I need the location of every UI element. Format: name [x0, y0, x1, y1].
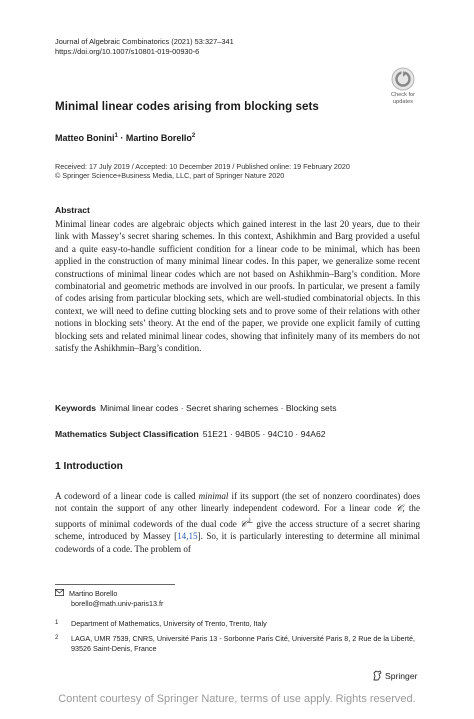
affiliation-2-text: LAGA, UMR 7539, CNRS, Université Paris 13 - Sorbonne Paris Cité, Université Paris 8, 2 Rue de la Liberté, 93526 Saint-Denis, France: [71, 634, 415, 653]
intro-text-5: ]. So, it is particularly interesting to determine all minimal codewords of a code. The problem of: [55, 531, 420, 554]
envelope-icon: [55, 589, 69, 599]
footnote-divider: [55, 584, 175, 585]
intro-dual-code-symbol: 𝒞: [239, 518, 247, 529]
citation-link[interactable]: 14,15: [177, 531, 198, 542]
abstract-heading: Abstract: [55, 205, 90, 215]
check-updates-label-2: updates: [393, 99, 413, 105]
msc-classification: [55, 429, 326, 439]
author-separator: ·: [117, 133, 126, 143]
introduction-paragraph: [55, 490, 420, 555]
corresponding-author-email[interactable]: borello@math.univ-paris13.fr: [71, 598, 164, 608]
copyright-notice: © Springer Science+Business Media, LLC, part of Springer Nature 2020: [55, 171, 285, 181]
affiliation-2-number: 2: [55, 635, 59, 641]
publisher-name: Springer: [385, 671, 418, 681]
author-1-affiliation: 1: [114, 133, 118, 139]
keywords-label: Keywords: [55, 403, 97, 413]
intro-perp-symbol: ⊥: [246, 515, 254, 525]
intro-text-4: give the access structure of a secret sharing scheme, introduced by Massey [: [55, 518, 420, 542]
springer-horse-icon: [372, 670, 383, 683]
msc-label: Mathematics Subject Classification: [55, 429, 199, 439]
corresponding-author: [55, 589, 163, 608]
intro-text-3: , the supports of minimal codewords of the dual code: [55, 503, 420, 529]
check-for-updates-badge[interactable]: [386, 67, 420, 103]
abstract-text: Minimal linear codes are algebraic objects which gained interest in the last 20 years, due to their link with Massey’s secret sharing schemes. In this context, Ashikhmin and Barg provided a useful and a quite easy-to-handle sufficient condition for a linear code to be minimal, which has been applied in the construction of many minimal linear codes. In this paper, we generalize some recent constructions of minimal linear codes which are not based on Ashikhmin–Barg’s condition. More combinatorial and geometric methods are involved in our proofs. In particular, we present a family of codes arising from particular blocking sets, which are well-studied combinatorial objects. In this context, we will need to define cutting blocking sets and to prove some of their relations with other notions in blocking sets’ theory. At the end of the paper, we provide one explicit family of cutting blocking sets and related minimal linear codes, showing that infinitely many of its members do not satisfy the Ashikhmin–Barg’s condition.: [55, 219, 420, 354]
check-updates-icon: [391, 67, 415, 91]
author-1[interactable]: Matteo Bonini: [55, 133, 115, 143]
msc-value: 51E21 · 94B05 · 94C10 · 94A62: [202, 429, 326, 439]
article-title: Minimal linear codes arising from blocking sets: [55, 100, 319, 113]
affiliation-2: [55, 634, 425, 654]
keywords: [55, 403, 337, 413]
courtesy-notice: Content courtesy of Springer Nature, terms of use apply. Rights reserved.: [58, 693, 416, 705]
affiliation-1-number: 1: [55, 620, 59, 626]
publication-history: [55, 162, 350, 181]
journal-header: [55, 37, 234, 56]
journal-citation: Journal of Algebraic Combinatorics (2021) 53:327–341: [55, 37, 234, 46]
author-list: [55, 133, 195, 143]
check-updates-label-1: Check for: [391, 92, 415, 98]
doi-link[interactable]: https://doi.org/10.1007/s10801-019-00930-6: [55, 46, 200, 56]
intro-text-2: if its support (the set of nonzero coordinates) does not contain the support of any other linearly independent codeword. For a linear code: [55, 491, 420, 514]
publisher-logo: [372, 670, 417, 683]
affiliation-1: [55, 619, 425, 629]
intro-code-symbol: 𝒞: [395, 503, 403, 514]
author-2-affiliation: 2: [191, 133, 196, 139]
affiliation-1-text: Department of Mathematics, University of Trento, Trento, Italy: [71, 619, 267, 628]
intro-text-1: A codeword of a linear code is called: [55, 491, 199, 501]
corresponding-author-name: Martino Borello: [69, 589, 118, 598]
section-heading-introduction: 1 Introduction: [55, 461, 123, 472]
author-2[interactable]: Martino Borello: [125, 133, 192, 143]
keywords-value: Minimal linear codes · Secret sharing schemes · Blocking sets: [100, 403, 337, 413]
intro-term-minimal: minimal: [198, 491, 229, 501]
date-history: Received: 17 July 2019 / Accepted: 10 December 2019 / Published online: 19 February 2020: [55, 162, 350, 171]
